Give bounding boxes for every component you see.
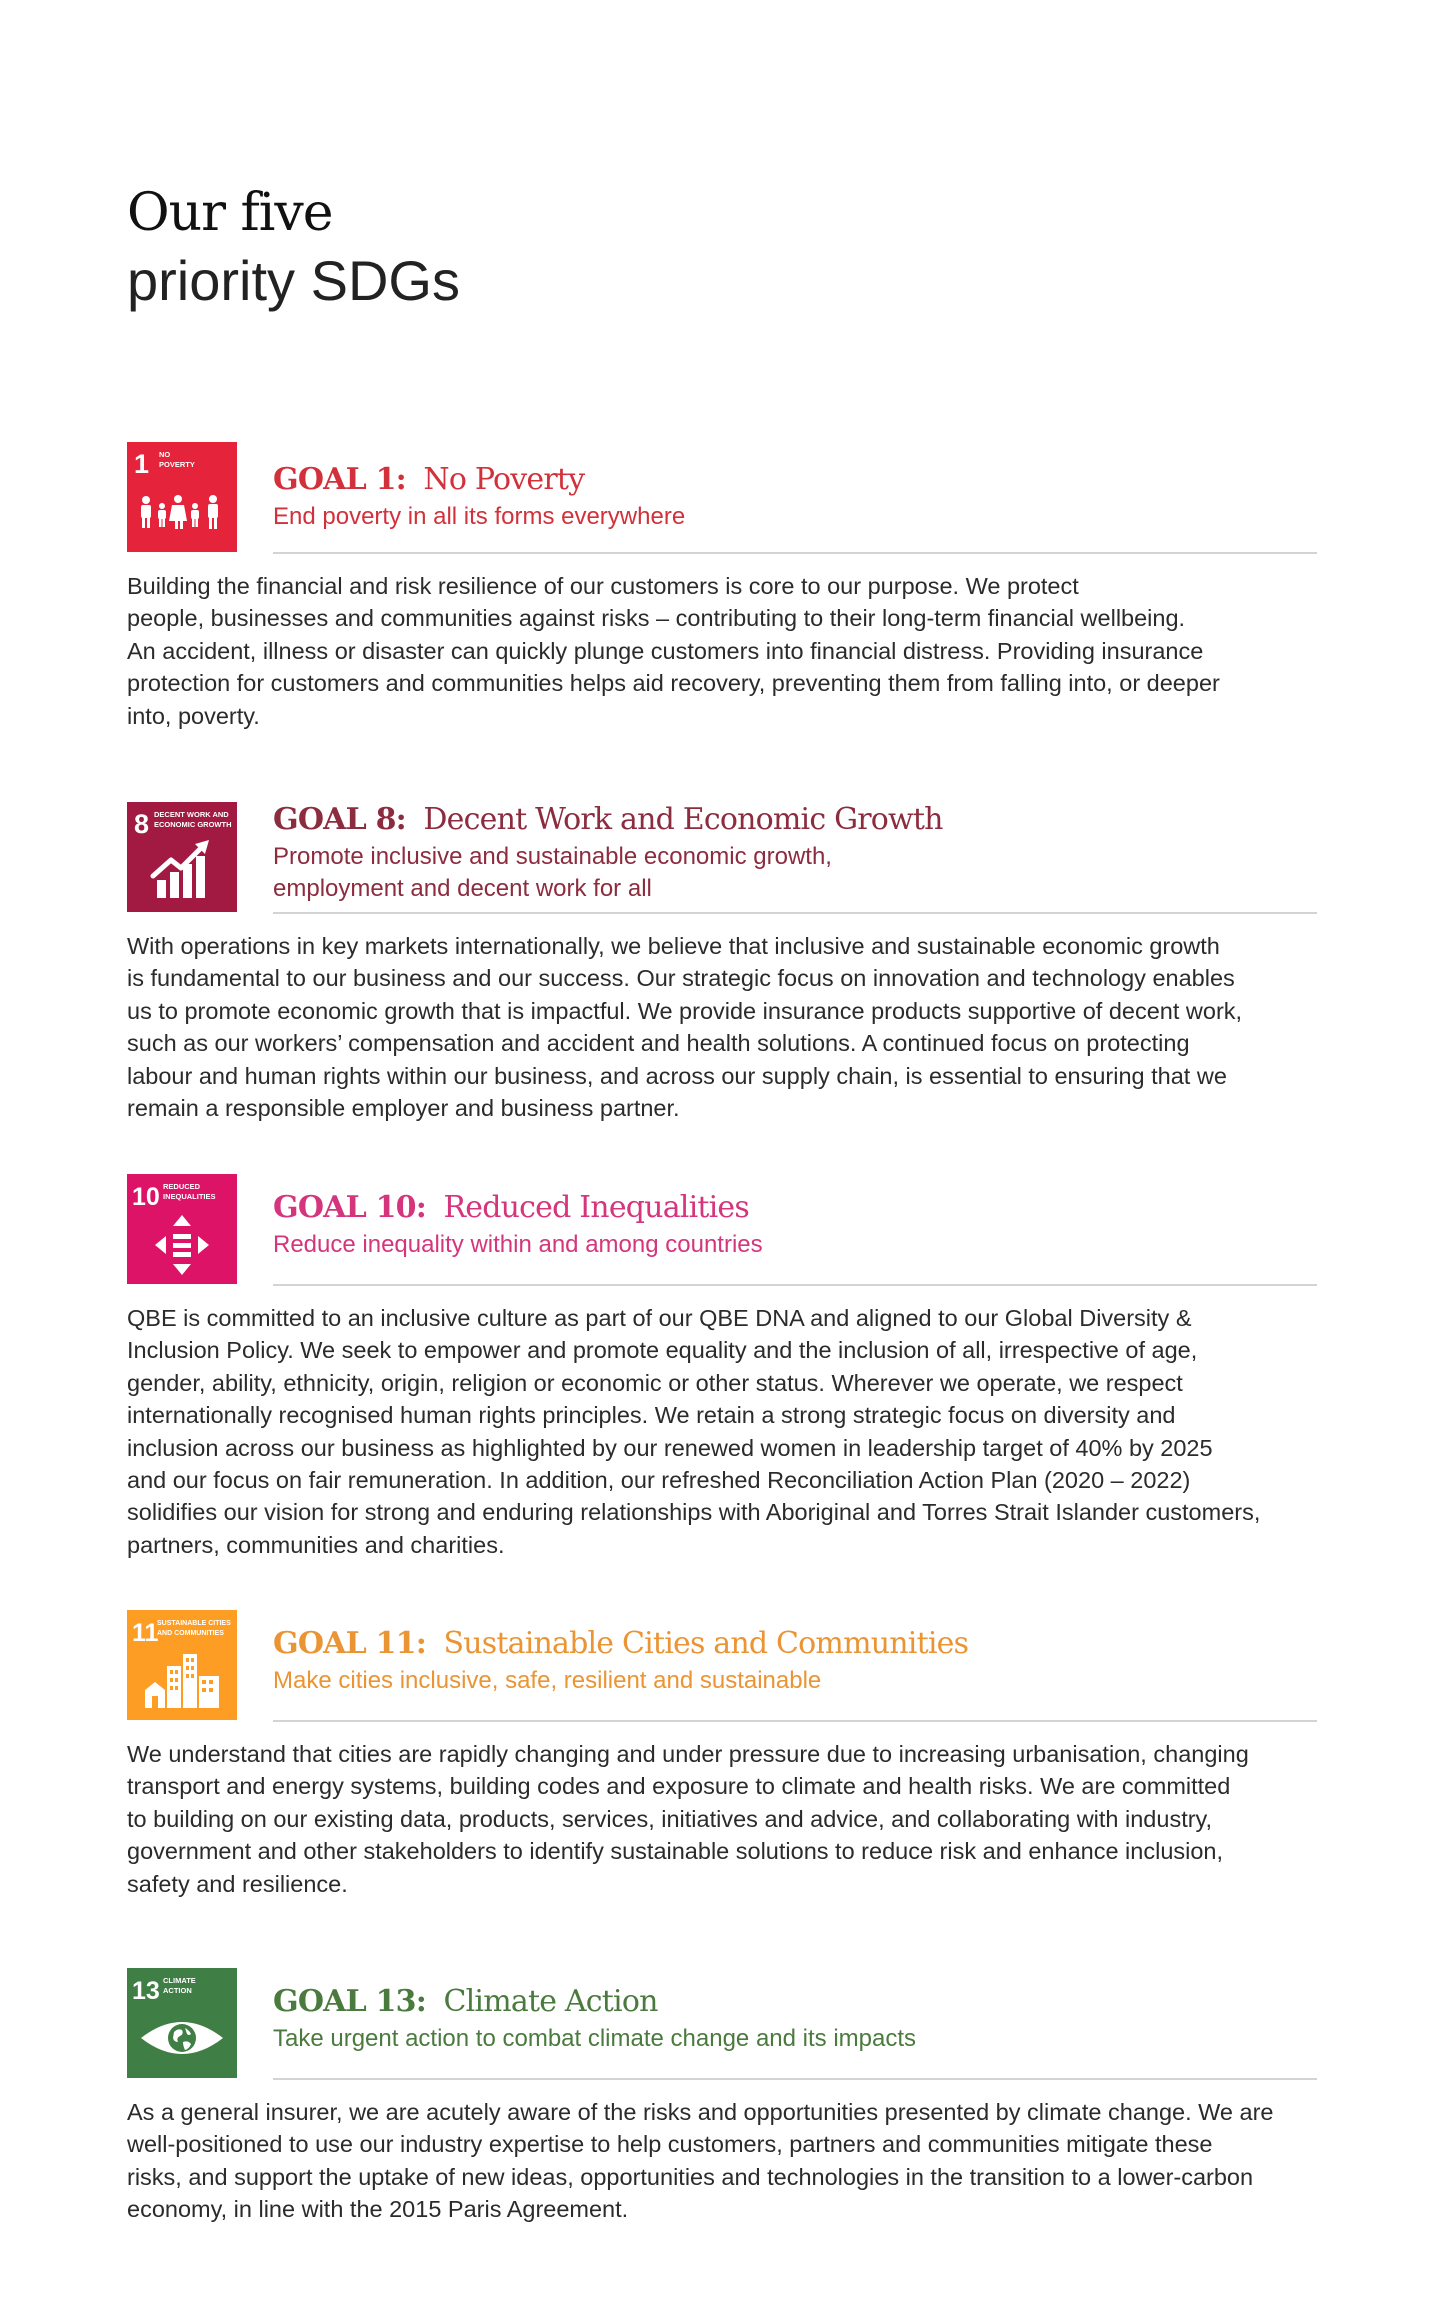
goal-13-subtitle: [273, 2023, 1317, 2055]
goal-8-body: [127, 930, 1317, 1124]
body-line: protection for customers and communities helps aid recovery, preventing them from falling into, or deeper: [127, 670, 1220, 697]
body-line: With operations in key markets internationally, we believe that inclusive and sustainable economic growth: [127, 933, 1220, 959]
icon-number: 1: [134, 449, 150, 479]
icon-label-line-1: CLIMATE: [163, 1976, 196, 1985]
icon-label-line-2: POVERTY: [159, 460, 195, 469]
icon-number: 13: [132, 1977, 160, 2005]
body-line: transport and energy systems, building codes and exposure to climate and health risks. We are committed: [127, 1773, 1231, 1800]
body-line: into, poverty.: [127, 702, 260, 729]
body-line: Inclusion Policy. We seek to empower and promote equality and the inclusion of all, irrespective of age,: [127, 1337, 1198, 1364]
icon-label-line-1: SUSTAINABLE CITIES: [157, 1620, 231, 1627]
goal-11-divider: [273, 1720, 1317, 1722]
subtitle-line: End poverty in all its forms everywhere: [273, 503, 686, 530]
icon-label-line-1: DECENT WORK AND: [154, 810, 229, 819]
goal-10-body: [127, 1302, 1317, 1561]
goal-8-subtitle: [273, 841, 1317, 905]
goal-name: No Poverty: [423, 462, 585, 497]
goal-10-divider: [273, 1284, 1317, 1286]
body-line: We understand that cities are rapidly changing and under pressure due to increasing urbanisation, changing: [127, 1741, 1249, 1767]
icon-label-line-2: INEQUALITIES: [163, 1192, 216, 1201]
body-line: is fundamental to our business and our success. Our strategic focus on innovation and technology enables: [127, 965, 1235, 992]
goal-number: GOAL 13:: [273, 1984, 426, 2019]
goal-name: Reduced Inequalities: [443, 1190, 749, 1225]
body-line: to building on our existing data, products, services, initiatives and advice, and collaborating with industry,: [127, 1805, 1213, 1832]
body-line: inclusion across our business as highlighted by our renewed women in leadership target of 40% by 2025: [127, 1434, 1213, 1461]
icon-number: 10: [132, 1183, 160, 1211]
subtitle-line: Reduce inequality within and among countries: [273, 1231, 763, 1258]
sustainable-cities-communities-icon: [127, 1610, 237, 1720]
goal-10-heading: [273, 1190, 1317, 1225]
body-line: labour and human rights within our business, and across our supply chain, is essential to ensuring that we: [127, 1062, 1227, 1089]
body-line: Building the financial and risk resilience of our customers is core to our purpose. We protect: [127, 573, 1079, 599]
goal-1-subtitle: [273, 501, 1317, 533]
decent-work-economic-growth-icon: [127, 802, 237, 912]
icon-label-line-1: NO: [159, 450, 171, 459]
body-line: risks, and support the uptake of new ideas, opportunities and technologies in the transition to a lower-carbon: [127, 2163, 1254, 2190]
icon-number: 8: [134, 809, 150, 839]
reduced-inequalities-icon: [127, 1174, 237, 1284]
goal-name: Sustainable Cities and Communities: [443, 1626, 969, 1661]
goal-1-header: [273, 462, 1317, 533]
icon-label-line-2: ACTION: [163, 1986, 192, 1995]
body-line: us to promote economic growth that is impactful. We provide insurance products supportive of decent work,: [127, 997, 1243, 1024]
goal-13-heading: [273, 1984, 1317, 2019]
no-poverty-icon: [127, 442, 237, 552]
goal-name: Climate Action: [443, 1984, 658, 2019]
goal-number: GOAL 11:: [273, 1626, 426, 1661]
goal-8-heading: [273, 802, 1317, 837]
goal-number: GOAL 10:: [273, 1190, 426, 1225]
goal-13-body: [127, 2096, 1317, 2226]
body-line: gender, ability, ethnicity, origin, religion or economic or other status. Wherever we operate, we respect: [127, 1369, 1183, 1396]
body-line: internationally recognised human rights principles. We retain a strong strategic focus on diversity and: [127, 1402, 1176, 1429]
body-line: As a general insurer, we are acutely aware of the risks and opportunities presented by climate change. We are: [127, 2099, 1274, 2125]
goal-1-heading: [273, 462, 1317, 497]
goal-8-divider: [273, 912, 1317, 914]
page-title-line-1: Our five: [127, 183, 333, 243]
goal-13-divider: [273, 2078, 1317, 2080]
page-title-line-2: priority SDGs: [127, 249, 460, 312]
subtitle-line: Make cities inclusive, safe, resilient and sustainable: [273, 1667, 822, 1694]
goal-number: GOAL 8:: [273, 802, 406, 837]
goal-13-header: [273, 1984, 1317, 2055]
body-line: solidifies our vision for strong and enduring relationships with Aboriginal and Torres Strait Islander customers,: [127, 1499, 1261, 1526]
icon-number: 11: [132, 1619, 159, 1647]
body-line: partners, communities and charities.: [127, 1531, 505, 1558]
goal-10-subtitle: [273, 1229, 1317, 1261]
icon-label-line-2: ECONOMIC GROWTH: [154, 820, 232, 829]
goal-name: Decent Work and Economic Growth: [423, 802, 943, 837]
goal-11-header: [273, 1626, 1317, 1697]
body-line: and our focus on fair remuneration. In addition, our refreshed Reconciliation Action Plan (2020 – 2022): [127, 1467, 1191, 1494]
subtitle-line: Promote inclusive and sustainable economic growth,: [273, 843, 832, 870]
goal-8-header: [273, 802, 1317, 905]
body-line: economy, in line with the 2015 Paris Agreement.: [127, 2196, 629, 2223]
goal-11-body: [127, 1738, 1317, 1900]
goal-10-header: [273, 1190, 1317, 1261]
body-line: government and other stakeholders to identify sustainable solutions to reduce risk and enhance inclusion,: [127, 1838, 1224, 1865]
icon-label-line-1: REDUCED: [163, 1182, 201, 1191]
body-line: QBE is committed to an inclusive culture as part of our QBE DNA and aligned to our Global Diversity &: [127, 1305, 1192, 1331]
body-line: remain a responsible employer and business partner.: [127, 1095, 680, 1122]
body-line: well-positioned to use our industry expertise to help customers, partners and communities mitigate these: [127, 2131, 1213, 2158]
body-line: such as our workers’ compensation and accident and health solutions. A continued focus on protecting: [127, 1030, 1190, 1057]
goal-1-divider: [273, 552, 1317, 554]
page-title: [127, 180, 460, 316]
body-line: An accident, illness or disaster can quickly plunge customers into financial distress. Providing insurance: [127, 637, 1204, 664]
goal-11-subtitle: [273, 1665, 1317, 1697]
subtitle-line: employment and decent work for all: [273, 875, 652, 902]
climate-action-icon: [127, 1968, 237, 2078]
subtitle-line: Take urgent action to combat climate change and its impacts: [273, 2025, 917, 2052]
goal-11-heading: [273, 1626, 1317, 1661]
body-line: people, businesses and communities against risks – contributing to their long-term financial wellbeing.: [127, 605, 1186, 632]
icon-label-line-2: AND COMMUNITIES: [157, 1630, 224, 1637]
goal-number: GOAL 1:: [273, 462, 406, 497]
goal-1-body: [127, 570, 1317, 732]
body-line: safety and resilience.: [127, 1870, 348, 1897]
